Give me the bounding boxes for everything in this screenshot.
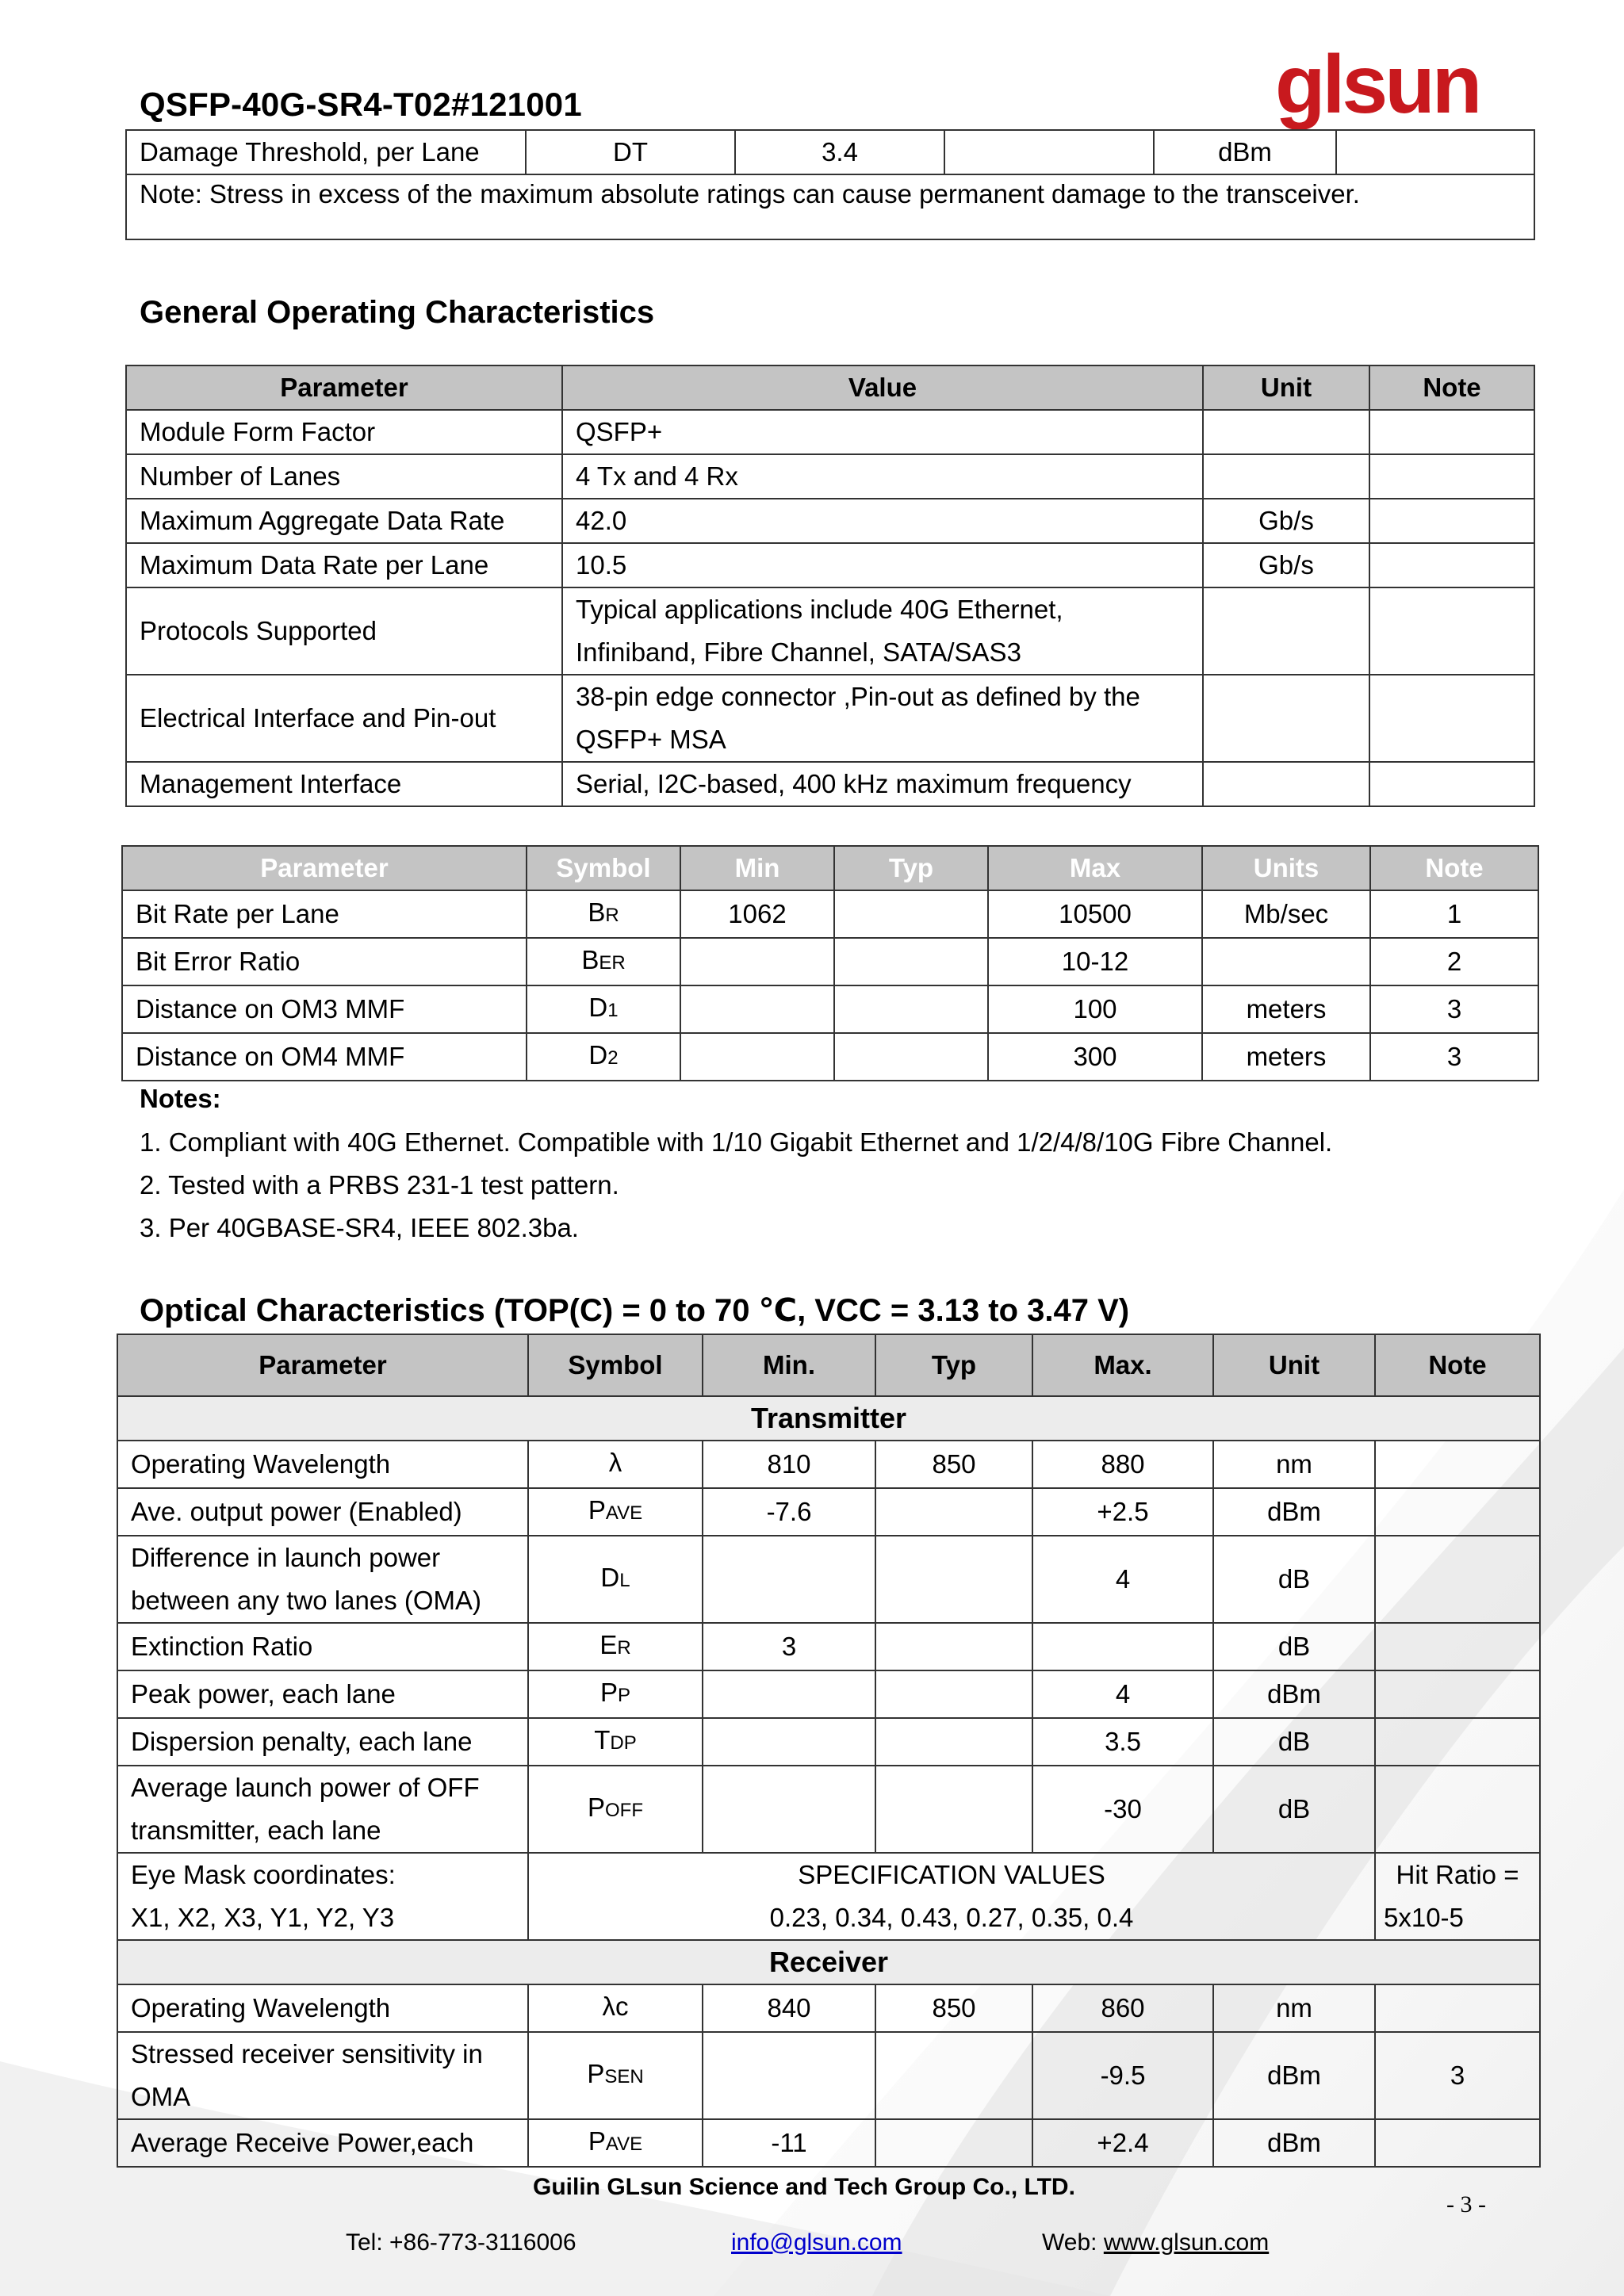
typ-cell: 850 bbox=[875, 1441, 1032, 1488]
value-cell bbox=[562, 587, 1203, 675]
typ-cell bbox=[875, 1488, 1032, 1536]
value-cell: Serial, I2C-based, 400 kHz maximum frequency bbox=[562, 762, 1203, 806]
table-row bbox=[126, 675, 1534, 762]
min-cell: 1062 bbox=[680, 890, 834, 938]
spec-values-cell bbox=[528, 1853, 1375, 1940]
note-cell: 2 bbox=[1370, 938, 1538, 985]
param-cell: Bit Rate per Lane bbox=[122, 890, 527, 938]
typ-cell bbox=[834, 890, 988, 938]
min-cell bbox=[680, 1033, 834, 1081]
note-line: Hit Ratio = bbox=[1396, 1860, 1519, 1889]
table-row bbox=[117, 1718, 1540, 1766]
max-cell: 3.5 bbox=[1032, 1718, 1213, 1766]
param-cell: Bit Error Ratio bbox=[122, 938, 527, 985]
symbol-cell: DT bbox=[526, 130, 735, 174]
symbol-main: B bbox=[581, 945, 599, 974]
spec-values: 0.23, 0.34, 0.43, 0.27, 0.35, 0.4 bbox=[769, 1903, 1134, 1932]
symbol-main: λ bbox=[608, 1448, 622, 1477]
note-cell: 3 bbox=[1370, 985, 1538, 1033]
unit-cell bbox=[1203, 762, 1369, 806]
table-header-row bbox=[117, 1334, 1540, 1396]
note-cell: 3 bbox=[1370, 1033, 1538, 1081]
header-parameter: Parameter bbox=[126, 365, 562, 410]
max-cell: -9.5 bbox=[1032, 2032, 1213, 2119]
note-cell bbox=[1375, 1718, 1540, 1766]
table-row bbox=[117, 1623, 1540, 1670]
table-row bbox=[126, 174, 1534, 239]
min-cell bbox=[703, 1536, 875, 1623]
note-item: 1. Compliant with 40G Ethernet. Compatible with 1/10 Gigabit Ethernet and 1/2/4/8/10G Fibre Channel. bbox=[140, 1127, 1333, 1157]
param-cell: Maximum Aggregate Data Rate bbox=[126, 499, 562, 543]
param-cell bbox=[117, 1536, 528, 1623]
table-row bbox=[126, 410, 1534, 454]
header-symbol: Symbol bbox=[528, 1334, 703, 1396]
param-cell: Peak power, each lane bbox=[117, 1670, 528, 1718]
section-row-receiver bbox=[117, 1940, 1540, 1984]
param-cell: Ave. output power (Enabled) bbox=[117, 1488, 528, 1536]
header-note: Note bbox=[1375, 1334, 1540, 1396]
max-cell: 4 bbox=[1032, 1670, 1213, 1718]
unit-cell: Gb/s bbox=[1203, 499, 1369, 543]
note-cell bbox=[1375, 1984, 1540, 2032]
max-cell bbox=[944, 130, 1154, 174]
table-row bbox=[126, 499, 1534, 543]
note-cell bbox=[1369, 410, 1534, 454]
table-row bbox=[117, 1984, 1540, 2032]
symbol-sub: AVE bbox=[605, 1502, 643, 1524]
min-cell bbox=[703, 1718, 875, 1766]
unit-cell: dB bbox=[1213, 1536, 1375, 1623]
symbol-sub: DP bbox=[610, 1732, 637, 1754]
max-cell: +2.4 bbox=[1032, 2119, 1213, 2167]
unit-cell bbox=[1203, 675, 1369, 762]
symbol-main: P bbox=[588, 2126, 606, 2156]
max-cell: 860 bbox=[1032, 1984, 1213, 2032]
symbol-sub: L bbox=[619, 1570, 630, 1591]
max-cell: 10500 bbox=[988, 890, 1202, 938]
symbol-main: P bbox=[587, 1793, 605, 1822]
unit-cell bbox=[1203, 410, 1369, 454]
min-cell: 840 bbox=[703, 1984, 875, 2032]
param-line: X1, X2, X3, Y1, Y2, Y3 bbox=[131, 1903, 395, 1932]
symbol-cell bbox=[528, 2032, 703, 2119]
param-cell: Maximum Data Rate per Lane bbox=[126, 543, 562, 587]
param-cell: Number of Lanes bbox=[126, 454, 562, 499]
value-cell: 42.0 bbox=[562, 499, 1203, 543]
document-title: QSFP-40G-SR4-T02#121001 bbox=[140, 86, 582, 123]
min-cell: -11 bbox=[703, 2119, 875, 2167]
symbol-main: λc bbox=[602, 1992, 629, 2021]
table-row bbox=[122, 890, 1538, 938]
web-label: Web: bbox=[1042, 2229, 1104, 2256]
header-typ: Typ bbox=[834, 846, 988, 890]
footer-web bbox=[1042, 2229, 1269, 2256]
symbol-main: P bbox=[599, 1678, 618, 1707]
value-line: QSFP+ MSA bbox=[576, 725, 726, 754]
header-parameter: Parameter bbox=[122, 846, 527, 890]
note-cell bbox=[1375, 1441, 1540, 1488]
max-cell: 880 bbox=[1032, 1441, 1213, 1488]
table-row bbox=[126, 543, 1534, 587]
typ-cell bbox=[834, 1033, 988, 1081]
symbol-main: E bbox=[599, 1630, 618, 1659]
unit-cell bbox=[1202, 938, 1370, 985]
symbol-sub: OFF bbox=[605, 1800, 643, 1821]
footer-web-link[interactable]: www.glsun.com bbox=[1103, 2229, 1270, 2256]
table-row bbox=[126, 454, 1534, 499]
value-cell: 4 Tx and 4 Rx bbox=[562, 454, 1203, 499]
note-cell bbox=[1369, 543, 1534, 587]
min-cell: 3 bbox=[703, 1623, 875, 1670]
param-cell: Distance on OM4 MMF bbox=[122, 1033, 527, 1081]
param-cell: Module Form Factor bbox=[126, 410, 562, 454]
table-row bbox=[117, 1766, 1540, 1853]
unit-cell: nm bbox=[1213, 1441, 1375, 1488]
table-row bbox=[122, 1033, 1538, 1081]
note-cell bbox=[1369, 587, 1534, 675]
param-cell: Average Receive Power,each bbox=[117, 2119, 528, 2167]
header-value: Value bbox=[562, 365, 1203, 410]
receiver-label: Receiver bbox=[117, 1940, 1540, 1984]
note-cell bbox=[1369, 499, 1534, 543]
header-symbol: Symbol bbox=[527, 846, 680, 890]
param-line: Eye Mask coordinates: bbox=[131, 1860, 396, 1889]
symbol-cell bbox=[527, 890, 680, 938]
param-cell: Extinction Ratio bbox=[117, 1623, 528, 1670]
note-cell: 3 bbox=[1375, 2032, 1540, 2119]
symbol-sub: R bbox=[605, 905, 619, 926]
typ-cell bbox=[834, 938, 988, 985]
param-line: Stressed receiver sensitivity in bbox=[131, 2039, 483, 2068]
symbol-sub: 1 bbox=[607, 1000, 619, 1021]
symbol-main: D bbox=[588, 1040, 608, 1070]
note-cell bbox=[1375, 1670, 1540, 1718]
symbol-main: P bbox=[587, 2059, 605, 2088]
param-cell: Dispersion penalty, each lane bbox=[117, 1718, 528, 1766]
unit-cell: Mb/sec bbox=[1202, 890, 1370, 938]
min-cell bbox=[703, 1766, 875, 1853]
max-cell: -30 bbox=[1032, 1766, 1213, 1853]
min-cell: 3.4 bbox=[735, 130, 944, 174]
eye-mask-row bbox=[117, 1853, 1540, 1940]
unit-cell: dBm bbox=[1154, 130, 1336, 174]
unit-cell bbox=[1203, 587, 1369, 675]
symbol-cell bbox=[528, 1718, 703, 1766]
symbol-cell bbox=[528, 1766, 703, 1853]
table-row bbox=[122, 985, 1538, 1033]
note-cell bbox=[1336, 130, 1534, 174]
table-row bbox=[126, 762, 1534, 806]
param-line: OMA bbox=[131, 2082, 191, 2111]
symbol-cell bbox=[528, 1536, 703, 1623]
typ-cell bbox=[875, 1766, 1032, 1853]
symbol-sub: AVE bbox=[605, 2133, 643, 2155]
symbol-cell bbox=[528, 1488, 703, 1536]
value-line: Typical applications include 40G Ethernet, bbox=[576, 595, 1063, 624]
symbol-sub: R bbox=[617, 1637, 631, 1659]
symbol-main: T bbox=[594, 1725, 611, 1755]
typ-cell bbox=[875, 2032, 1032, 2119]
symbol-main: D bbox=[600, 1563, 620, 1592]
unit-cell: dBm bbox=[1213, 1488, 1375, 1536]
unit-cell: Gb/s bbox=[1203, 543, 1369, 587]
symbol-cell bbox=[527, 938, 680, 985]
param-cell: Electrical Interface and Pin-out bbox=[126, 675, 562, 762]
param-cell bbox=[117, 1766, 528, 1853]
note-cell bbox=[1375, 2119, 1540, 2167]
min-cell bbox=[703, 2032, 875, 2119]
table-row bbox=[117, 2119, 1540, 2167]
symbol-cell bbox=[528, 2119, 703, 2167]
table-row bbox=[117, 1670, 1540, 1718]
footer-company: Guilin GLsun Science and Tech Group Co., LTD. bbox=[533, 2174, 1075, 2200]
typ-cell: 850 bbox=[875, 1984, 1032, 2032]
glsun-logo bbox=[1275, 49, 1481, 136]
optical-section-title: Optical Characteristics (TOP(C) = 0 to 70 ℃, VCC = 3.13 to 3.47 V) bbox=[140, 1293, 1130, 1328]
svg-text:glsun: glsun bbox=[1275, 49, 1480, 131]
note-cell bbox=[1369, 762, 1534, 806]
note-cell bbox=[1375, 1536, 1540, 1623]
unit-cell: meters bbox=[1202, 1033, 1370, 1081]
symbol-cell bbox=[528, 1441, 703, 1488]
min-cell bbox=[680, 985, 834, 1033]
section-row-transmitter bbox=[117, 1396, 1540, 1441]
symbol-sub: ER bbox=[599, 952, 626, 974]
header-note: Note bbox=[1369, 365, 1534, 410]
header-unit: Unit bbox=[1203, 365, 1369, 410]
table-header-row bbox=[122, 846, 1538, 890]
value-cell bbox=[562, 675, 1203, 762]
typ-cell bbox=[834, 985, 988, 1033]
symbol-cell bbox=[528, 1670, 703, 1718]
max-cell: +2.5 bbox=[1032, 1488, 1213, 1536]
note-cell bbox=[1375, 1853, 1540, 1940]
transmitter-label: Transmitter bbox=[117, 1396, 1540, 1441]
table-row bbox=[117, 2032, 1540, 2119]
stress-note: Note: Stress in excess of the maximum absolute ratings can cause permanent damage to the transceiver. bbox=[126, 174, 1534, 239]
unit-cell: dB bbox=[1213, 1623, 1375, 1670]
note-cell bbox=[1375, 1623, 1540, 1670]
max-cell: 10-12 bbox=[988, 938, 1202, 985]
bit-rate-table bbox=[121, 845, 1539, 1081]
min-cell bbox=[680, 938, 834, 985]
table-row bbox=[126, 130, 1534, 174]
table-row bbox=[126, 587, 1534, 675]
header-parameter: Parameter bbox=[117, 1334, 528, 1396]
param-line: Difference in launch power bbox=[131, 1543, 441, 1572]
symbol-cell bbox=[527, 985, 680, 1033]
value-line: 38-pin edge connector ,Pin-out as defined by the bbox=[576, 682, 1140, 711]
header-min: Min bbox=[680, 846, 834, 890]
typ-cell bbox=[875, 1718, 1032, 1766]
typ-cell bbox=[875, 1536, 1032, 1623]
unit-cell: nm bbox=[1213, 1984, 1375, 2032]
unit-cell: dB bbox=[1213, 1766, 1375, 1853]
table-row bbox=[117, 1441, 1540, 1488]
symbol-main: D bbox=[588, 993, 608, 1022]
max-cell: 300 bbox=[988, 1033, 1202, 1081]
spec-label: SPECIFICATION VALUES bbox=[798, 1860, 1105, 1889]
note-item: 3. Per 40GBASE-SR4, IEEE 802.3ba. bbox=[140, 1213, 579, 1242]
symbol-cell bbox=[528, 1623, 703, 1670]
param-cell: Distance on OM3 MMF bbox=[122, 985, 527, 1033]
symbol-main: P bbox=[588, 1495, 606, 1525]
note-cell bbox=[1369, 675, 1534, 762]
table-row bbox=[117, 1488, 1540, 1536]
unit-cell: dBm bbox=[1213, 1670, 1375, 1718]
param-line: Average launch power of OFF bbox=[131, 1773, 480, 1802]
param-line: transmitter, each lane bbox=[131, 1816, 381, 1845]
header-min: Min. bbox=[703, 1334, 875, 1396]
header-units: Units bbox=[1202, 846, 1370, 890]
symbol-sub: SEN bbox=[604, 2066, 644, 2087]
min-cell: -7.6 bbox=[703, 1488, 875, 1536]
symbol-cell bbox=[528, 1984, 703, 2032]
note-cell bbox=[1375, 1766, 1540, 1853]
param-cell bbox=[117, 1853, 528, 1940]
footer-tel: Tel: +86-773-3116006 bbox=[346, 2229, 576, 2256]
symbol-cell bbox=[527, 1033, 680, 1081]
header-unit: Unit bbox=[1213, 1334, 1375, 1396]
damage-threshold-table bbox=[125, 129, 1535, 240]
max-cell: 100 bbox=[988, 985, 1202, 1033]
note-item: 2. Tested with a PRBS 231-1 test pattern. bbox=[140, 1170, 619, 1200]
header-typ: Typ bbox=[875, 1334, 1032, 1396]
header-max: Max. bbox=[1032, 1334, 1213, 1396]
value-cell: 10.5 bbox=[562, 543, 1203, 587]
note-cell bbox=[1369, 454, 1534, 499]
param-cell: Operating Wavelength bbox=[117, 1984, 528, 2032]
min-cell bbox=[703, 1670, 875, 1718]
max-cell bbox=[1032, 1623, 1213, 1670]
unit-cell: dB bbox=[1213, 1718, 1375, 1766]
param-cell: Protocols Supported bbox=[126, 587, 562, 675]
header-max: Max bbox=[988, 846, 1202, 890]
param-cell bbox=[117, 2032, 528, 2119]
header-note: Note bbox=[1370, 846, 1538, 890]
symbol-main: B bbox=[588, 897, 606, 927]
note-cell: 1 bbox=[1370, 890, 1538, 938]
param-line: between any two lanes (OMA) bbox=[131, 1586, 482, 1615]
max-cell: 4 bbox=[1032, 1536, 1213, 1623]
param-cell: Operating Wavelength bbox=[117, 1441, 528, 1488]
table-header-row bbox=[126, 365, 1534, 410]
typ-cell bbox=[875, 1670, 1032, 1718]
unit-cell: dBm bbox=[1213, 2032, 1375, 2119]
unit-cell: dBm bbox=[1213, 2119, 1375, 2167]
footer-email-link[interactable]: info@glsun.com bbox=[731, 2229, 902, 2256]
typ-cell bbox=[875, 2119, 1032, 2167]
table-row bbox=[117, 1536, 1540, 1623]
param-cell: Management Interface bbox=[126, 762, 562, 806]
typ-cell bbox=[875, 1623, 1032, 1670]
symbol-sub: 2 bbox=[607, 1047, 619, 1069]
table-row bbox=[122, 938, 1538, 985]
note-cell bbox=[1375, 1488, 1540, 1536]
symbol-sub: P bbox=[618, 1685, 631, 1706]
note-line: 5x10-5 bbox=[1384, 1903, 1464, 1932]
optical-characteristics-table bbox=[117, 1334, 1541, 2168]
general-section-title: General Operating Characteristics bbox=[140, 295, 655, 330]
value-line: Infiniband, Fibre Channel, SATA/SAS3 bbox=[576, 637, 1021, 667]
value-cell: QSFP+ bbox=[562, 410, 1203, 454]
notes-title: Notes: bbox=[140, 1084, 221, 1113]
general-characteristics-table bbox=[125, 365, 1535, 807]
unit-cell: meters bbox=[1202, 985, 1370, 1033]
unit-cell bbox=[1203, 454, 1369, 499]
param-cell: Damage Threshold, per Lane bbox=[126, 130, 526, 174]
page-number: - 3 - bbox=[1446, 2191, 1486, 2218]
min-cell: 810 bbox=[703, 1441, 875, 1488]
